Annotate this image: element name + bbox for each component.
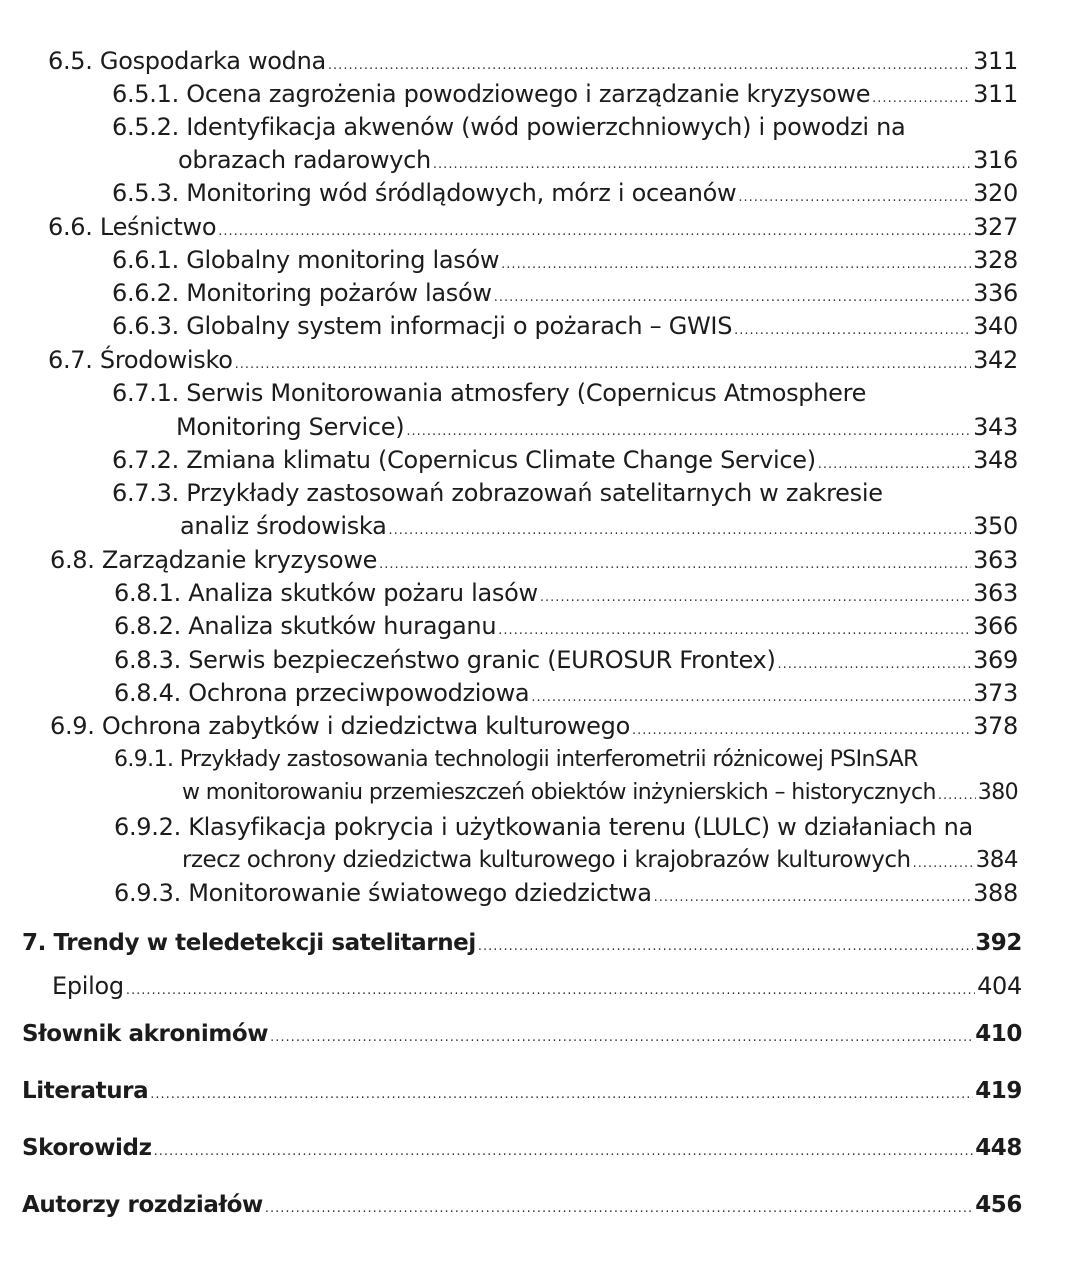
dot-leader (938, 781, 976, 811)
toc-entry-title: 6.5.3. Monitoring wód śródlądowych, mórz i oceanów (112, 179, 737, 207)
toc-page-number: 378 (973, 712, 1018, 740)
toc-entry-6-6-1[interactable] (112, 245, 1018, 275)
toc-entry-6-9-1[interactable] (182, 778, 1018, 808)
toc-entry-6-6-2[interactable] (112, 278, 1018, 308)
toc-entry-skorowidz[interactable] (22, 1133, 1022, 1163)
toc-entry-title: 6.8.4. Ochrona przeciwpowodziowa (114, 679, 530, 707)
toc-entry-literatura[interactable] (22, 1076, 1022, 1106)
toc-entry-6-7-3[interactable] (180, 511, 1018, 541)
toc-entry-6-9-2[interactable] (182, 845, 1018, 875)
toc-page-number: 311 (973, 47, 1018, 75)
toc-entry-6-7-3-line1[interactable]: 6.7.3. Przykłady zastosowań zobrazowań satelitarnych w zakresie (112, 479, 883, 507)
dot-leader (478, 932, 973, 962)
toc-page-number: 373 (973, 679, 1018, 707)
toc-entry-autorzy-rozdzialow[interactable] (22, 1190, 1022, 1220)
toc-entry-6-5-2-line1[interactable]: 6.5.2. Identyfikacja akwenów (wód powierzchniowych) i powodzi na (112, 113, 906, 141)
toc-entry-6-7-1-line1[interactable]: 6.7.1. Serwis Monitorowania atmosfery (Copernicus Atmosphere (112, 379, 867, 407)
toc-page-number: 392 (975, 930, 1022, 956)
toc-entry-6-5-3[interactable] (112, 178, 1018, 208)
toc-entry-title: 6.8.3. Serwis bezpieczeństwo granic (EUROSUR Frontex) (114, 646, 776, 674)
dot-leader (265, 1194, 973, 1224)
toc-entry-6-9-1-line1[interactable]: 6.9.1. Przykłady zastosowania technologii interferometrii różnicowej PSInSAR (114, 747, 918, 772)
toc-page-number: 327 (973, 213, 1018, 241)
toc-page-number: 456 (975, 1192, 1022, 1218)
toc-entry-title: Autorzy rozdziałów (22, 1192, 263, 1218)
toc-entry-title: 6.9. Ochrona zabytków i dziedzictwa kulturowego (50, 712, 630, 740)
toc-entry-6-5-1[interactable] (112, 79, 1018, 109)
dot-leader (433, 150, 971, 180)
toc-entry-slownik-akronimow[interactable] (22, 1019, 1022, 1049)
dot-leader (734, 316, 971, 346)
toc-entry-chapter-7[interactable] (22, 928, 1022, 958)
toc-entry-title: Epilog (52, 972, 124, 1000)
dot-leader (389, 516, 972, 546)
toc-entry-title: 6.7. Środowisko (48, 346, 233, 374)
toc-entry-title-continued: obrazach radarowych (178, 146, 431, 174)
toc-entry-6-8-1[interactable] (114, 578, 1018, 608)
toc-entry-title-continued: Monitoring Service) (176, 413, 405, 441)
toc-page-number: 336 (973, 279, 1018, 307)
toc-entry-6-5-2[interactable] (178, 145, 1018, 175)
dot-leader (738, 183, 971, 213)
toc-entry-6-7[interactable] (48, 345, 1018, 375)
dot-leader (235, 350, 971, 380)
dot-leader (498, 616, 971, 646)
toc-entry-title: 6.8.2. Analiza skutków huraganu (114, 612, 497, 640)
toc-page-number: 404 (977, 972, 1022, 1000)
toc-entry-6-9-2-line1[interactable]: 6.9.2. Klasyfikacja pokrycia i użytkowania terenu (LULC) w działaniach na (114, 813, 973, 841)
toc-page-number: 363 (973, 579, 1018, 607)
dot-leader (406, 417, 971, 447)
dot-leader (150, 1080, 973, 1110)
toc-entry-title: 6.6.1. Globalny monitoring lasów (112, 246, 500, 274)
dot-leader (328, 51, 971, 81)
toc-page-number: 366 (973, 612, 1018, 640)
toc-entry-6-7-2[interactable] (112, 445, 1018, 475)
toc-page-number: 340 (973, 312, 1018, 340)
dot-leader (872, 84, 971, 114)
toc-page-number: 342 (973, 346, 1018, 374)
toc-entry-6-8-3[interactable] (114, 645, 1018, 675)
toc-page-number: 328 (973, 246, 1018, 274)
toc-page-number: 448 (975, 1135, 1022, 1161)
toc-entry-title: 7. Trendy w teledetekcji satelitarnej (22, 930, 476, 956)
toc-entry-title: 6.8. Zarządzanie kryzysowe (50, 546, 378, 574)
dot-leader (913, 849, 974, 879)
toc-page-number: 384 (975, 847, 1018, 873)
toc-entry-title: 6.9.3. Monitorowanie światowego dziedzictwa (114, 879, 652, 907)
toc-entry-title: 6.6.3. Globalny system informacji o pożarach – GWIS (112, 312, 733, 340)
toc-entry-title: 6.7.2. Zmiana klimatu (Copernicus Climate Change Service) (112, 446, 816, 474)
toc-entry-6-7-1[interactable] (176, 412, 1018, 442)
toc-entry-title: Skorowidz (22, 1135, 152, 1161)
dot-leader (154, 1137, 974, 1167)
toc-entry-title: 6.5. Gospodarka wodna (48, 47, 326, 75)
toc-entry-6-5[interactable] (48, 46, 1018, 76)
dot-leader (218, 217, 971, 247)
toc-entry-title: 6.5.1. Ocena zagrożenia powodziowego i zarządzanie kryzysowe (112, 80, 871, 108)
toc-page-number: 388 (973, 879, 1018, 907)
toc-page-number: 320 (973, 179, 1018, 207)
dot-leader (654, 883, 971, 913)
dot-leader (818, 450, 971, 480)
toc-entry-title-continued: rzecz ochrony dziedzictwa kulturowego i krajobrazów kulturowych (182, 847, 911, 873)
dot-leader (270, 1023, 973, 1053)
toc-entry-6-6[interactable] (48, 212, 1018, 242)
toc-page-number: 369 (973, 646, 1018, 674)
toc-entry-title: 6.8.1. Analiza skutków pożaru lasów (114, 579, 538, 607)
toc-page-number: 343 (973, 413, 1018, 441)
dot-leader (632, 716, 971, 746)
toc-entry-6-8[interactable] (50, 545, 1018, 575)
dot-leader (501, 250, 971, 280)
toc-entry-6-8-2[interactable] (114, 611, 1018, 641)
dot-leader (379, 550, 971, 580)
toc-entry-title: Słownik akronimów (22, 1021, 269, 1047)
toc-entry-title: 6.6. Leśnictwo (48, 213, 217, 241)
toc-entry-epilog[interactable] (52, 971, 1022, 1001)
dot-leader (494, 283, 971, 313)
toc-entry-6-8-4[interactable] (114, 678, 1018, 708)
dot-leader (531, 683, 971, 713)
toc-page-number: 316 (973, 146, 1018, 174)
toc-page-number: 380 (977, 780, 1018, 805)
dot-leader (126, 976, 975, 1006)
dot-leader (778, 650, 972, 680)
toc-entry-6-9[interactable] (50, 711, 1018, 741)
toc-page-number: 419 (975, 1078, 1022, 1104)
toc-entry-title-continued: analiz środowiska (180, 512, 387, 540)
toc-page-number: 350 (973, 512, 1018, 540)
toc-page-number: 348 (973, 446, 1018, 474)
toc-entry-title: 6.6.2. Monitoring pożarów lasów (112, 279, 492, 307)
dot-leader (540, 583, 971, 613)
toc-entry-title-continued: w monitorowaniu przemieszczeń obiektów inżynierskich – historycznych (182, 780, 936, 805)
toc-page-number: 410 (975, 1021, 1022, 1047)
toc-entry-6-9-3[interactable] (114, 878, 1018, 908)
toc-page-number: 363 (973, 546, 1018, 574)
toc-entry-6-6-3[interactable] (112, 311, 1018, 341)
toc-page-number: 311 (973, 80, 1018, 108)
toc-entry-title: Literatura (22, 1078, 149, 1104)
